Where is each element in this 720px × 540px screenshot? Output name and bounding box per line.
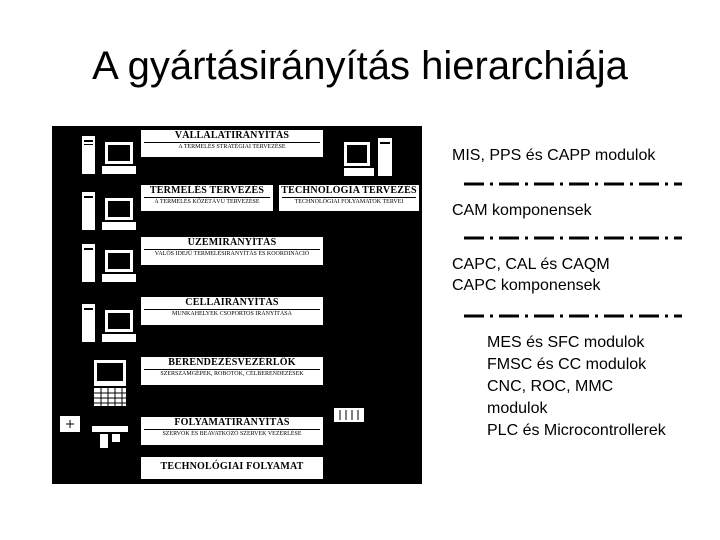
annotation-line: FMSC és CC modulok [487, 356, 647, 373]
separator-line [462, 235, 682, 241]
terminal-icon [92, 360, 132, 408]
slide-title: A gyártásirányítás hierarchiája [92, 44, 628, 88]
level-title: CELLAIRÁNYÍTÁS [185, 297, 279, 308]
annotation-line: modulok [487, 400, 548, 417]
level-subtitle: TECHNOLÓGIAI FOLYAMATOK TERVEI [282, 197, 416, 206]
level-subtitle: A TERMELÉS STRATÉGIAI TERVEZÉSE [144, 142, 320, 151]
annotation-mis-pps-capp: MIS, PPS és CAPP modulok [452, 147, 656, 164]
annotation-line: CAPC komponensek [452, 277, 601, 294]
annotation-line: CNC, ROC, MMC [487, 378, 614, 395]
level-title: TECHNOLÓGIA TERVEZÉS [281, 185, 417, 196]
annotation-line: PLC és Microcontrollerek [487, 422, 666, 439]
separator-line [462, 313, 682, 319]
level-subtitle: VALÓS IDEJŰ TERMELÉSIRÁNYÍTÁS ÉS KOORDINÁCIÓ [144, 249, 320, 258]
level-title: TERMELÉS TERVEZÉS [149, 185, 265, 196]
level-subtitle: SZERSZÁMGÉPEK, ROBOTOK, CÉLBERENDEZÉSEK [144, 369, 320, 378]
level-subtitle: MUNKAHELYEK CSOPORTOS IRÁNYÍTÁSA [144, 309, 320, 318]
level-title: BERENDEZÉSVEZÉRLŐK [168, 357, 296, 368]
level-plant-management [140, 236, 324, 266]
annotation-line: MES és SFC modulok [487, 334, 645, 351]
annotation-capc-cal-caqm [452, 254, 610, 296]
level-subtitle: A TERMELÉS KÖZÉTÁVÚ TERVEZÉSE [144, 197, 270, 206]
computer-tower-icon [344, 136, 414, 182]
level-technology-planning [278, 184, 420, 212]
level-cell-control [140, 296, 324, 326]
level-title: TECHNOLÓGIAI FOLYAMAT [160, 461, 304, 472]
actuator-icon [92, 422, 132, 452]
desktop-computer-icon [82, 190, 137, 236]
annotation-line: CAPC, CAL és CAQM [452, 256, 610, 273]
level-technological-process [140, 456, 324, 480]
desktop-computer-icon [82, 242, 137, 288]
level-equipment-controllers [140, 356, 324, 386]
level-title: FOLYAMATIRÁNYÍTÁS [174, 417, 290, 428]
level-subtitle: SZERVÓK ÉS BEAVATKOZÓ SZERVEK VEZÉRLÉSE [144, 429, 320, 438]
level-production-planning [140, 184, 274, 212]
computer-tower-icon [82, 134, 137, 180]
level-process-control [140, 416, 324, 446]
annotation-cam: CAM komponensek [452, 202, 592, 219]
level-title: VÁLLALATIRÁNYÍTÁS [174, 130, 290, 141]
annotation-mes-sfc [487, 332, 666, 442]
plc-controller-icon [334, 406, 370, 424]
level-enterprise-management [140, 129, 324, 158]
sensor-icon [58, 414, 84, 436]
level-title: ÜZEMIRÁNYÍTÁS [187, 237, 277, 248]
separator-line [462, 181, 682, 187]
hierarchy-diagram [52, 126, 422, 484]
desktop-computer-icon [82, 302, 137, 348]
